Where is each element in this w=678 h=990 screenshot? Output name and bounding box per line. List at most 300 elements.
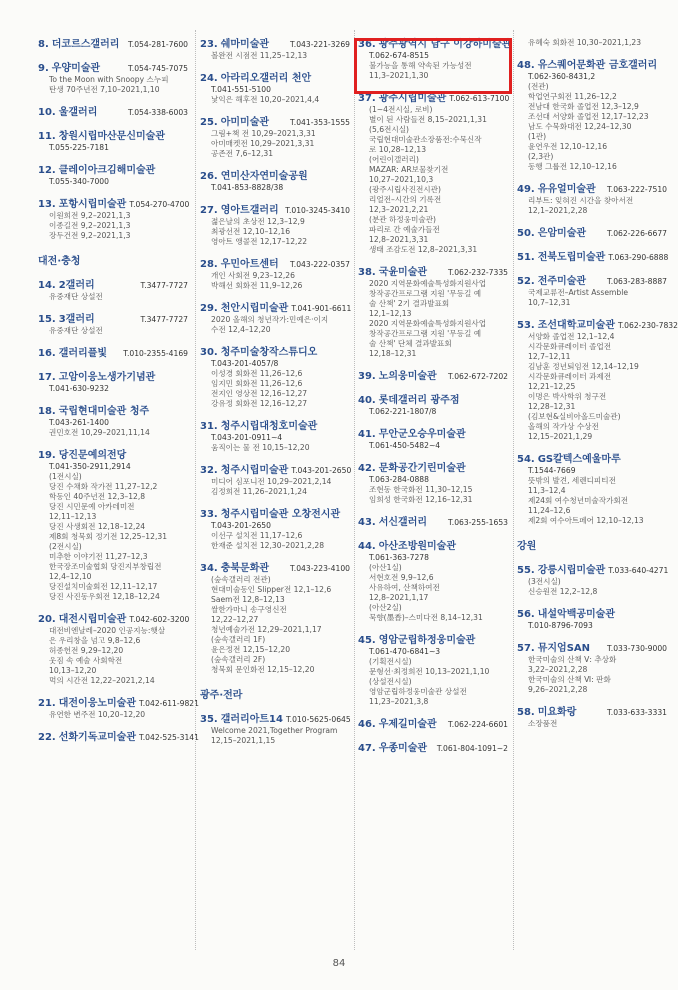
museum-name: 우민아트센터 [220,259,279,270]
exhibition-line: 리얼전–시간의 기록전 [369,195,442,204]
phone-number: T.063-284-0888 [369,475,429,484]
museum-name: 우양미술관 [51,63,101,74]
entry-number: 27. [200,205,218,216]
exhibition-line: 볼완전 시점전 11,25–12,13 [211,51,308,60]
exhibition-line: 12,1–2021,2,28 [528,206,588,215]
exhibition-line: 국제교류전–Artist Assemble [528,288,629,297]
phone-number: T.054-745-7075 [128,64,188,73]
phone-number: T.062-230-7832 [618,321,678,330]
museum-name: 연미산자연미술공원 [220,171,308,182]
exhibition-line: 12,4–12,10 [49,572,92,581]
column-4 [517,38,678,740]
entry-header [200,38,350,51]
exhibition-line: 12,3–2021,2,21 [369,205,429,214]
entry-number: 11. [38,131,56,142]
exhibition-line: 아미매켓전 10,29–2021,3,31 [211,139,315,148]
museum-name: 유유얼미술관 [537,184,596,195]
exhibition-line: 한국장조미술협회 당진지부창립전 [49,562,162,571]
phone-number: T.043-201-4057/8 [211,359,279,368]
museum-entry [38,198,188,241]
entry-number: 49. [517,184,535,195]
museum-entry [38,313,188,336]
museum-entry [38,371,188,394]
entry-number: 31. [200,421,218,432]
exhibition-line: 개인 사회전 9,23–12,26 [211,271,295,280]
entry-number: 39. [358,371,376,382]
entry-number: 14. [38,280,56,291]
exhibition-line: 윤은정전 12,15–12,20 [211,645,291,654]
entry-header [200,170,350,183]
exhibition-line: (상설전시실) [369,677,412,686]
museum-name: 광주시립미술관 [378,93,447,104]
phone-number: T.043-201-2650 [211,521,271,530]
phone-number: T.010-5625-0645 [285,715,351,724]
phone-number: T.062-613-7100 [449,94,510,103]
phone-number: T.010-8796-7093 [528,621,593,630]
museum-entry [38,38,188,51]
museum-name: 포항시립미술관 [58,199,127,210]
exhibition-line: 대전비엔날레–2020 인공지능:햇살 [49,626,166,635]
entry-number: 36. [358,39,376,50]
exhibition-line: 낯익은 해후전 10,20–2021,4,4 [211,95,320,104]
exhibition-line: 당진 수채화 작가전 11,27–12,2 [49,482,158,491]
exhibition-line: 당진 사생회전 12,18–12,24 [49,522,146,531]
entry-number: 48. [517,60,535,71]
museum-entry [38,697,199,720]
museum-name: 노의웅미술관 [378,371,437,382]
exhibition-line: 12,15–2021,1,15 [211,736,276,745]
exhibition-line: 미추한 이야기전 11,27–12,3 [49,552,148,561]
museum-entry [200,562,350,675]
entry-header [38,371,188,384]
exhibition-line: 윤연우전 12,10–12,16 [528,142,608,151]
entry-number: 28. [200,259,218,270]
entry-header [38,347,188,360]
exhibition-line: 신승원전 12,2–12,8 [528,587,598,596]
exhibition-line: 한국미술의 산책 Ⅵ: 판화 [528,675,611,684]
exhibition-line: 탄생 70주년전 7,10–2021,1,10 [49,85,160,94]
museum-entry [517,453,667,526]
entry-header [358,370,508,383]
museum-entry [358,428,508,451]
entry-header [38,106,188,119]
entry-number: 52. [517,276,535,287]
entry-number: 13. [38,199,56,210]
entry-header [517,251,667,264]
exhibition-line: 김정희전 11,26–2021,1,24 [211,487,307,496]
exhibition-line: 청년예술가전 12,29–2021,1,17 [211,625,322,634]
exhibition-line: 당진설치미술회전 12,11–12,17 [49,582,158,591]
entry-number: 15. [38,314,56,325]
exhibition-line: 별이 된 사람들전 8,15–2021,1,31 [369,115,487,124]
entry-header [38,279,188,292]
entry-header [38,313,188,326]
exhibition-line: (1관) [528,132,547,141]
column-1 [38,38,199,755]
entry-header [358,394,508,407]
exhibition-line: (숲속갤러리 전관) [211,575,271,584]
region-heading: 광주·전라 [200,690,243,701]
phone-number: T.041-350-2911,2914 [49,462,131,471]
museum-entry [517,183,667,216]
entry-number: 38. [358,267,376,278]
phone-number: T.043-222-0357 [290,260,350,269]
exhibition-line: 최광선전 12,10–12,16 [211,227,291,236]
entry-number: 17. [38,372,56,383]
museum-entry [517,275,667,308]
entry-header [38,405,188,418]
exhibition-line: 쌀한가마니 송구영신전 [211,605,287,614]
phone-number: T.043-201-2650 [291,466,352,475]
exhibition-line: 10,7–12,31 [528,298,571,307]
phone-number: T.061-450-5482~4 [369,441,441,450]
phone-number: T.041-630-9232 [49,384,109,393]
exhibition-line: 전지인 영상전 12,16–12,27 [211,389,308,398]
entry-number: 26. [200,171,218,182]
entry-header [358,540,508,553]
entry-header [200,116,350,129]
exhibition-line: 11,3–2021,1,30 [369,71,429,80]
entry-number: 19. [38,450,56,461]
museum-entry [38,347,188,360]
entry-header [38,38,188,51]
entry-header [38,697,199,710]
exhibition-line: 이선구 설치전 11,17–12,6 [211,531,303,540]
entry-number: 25. [200,117,218,128]
exhibition-line: 로 10,28–12,13 [369,145,427,154]
entry-number: 46. [358,719,376,730]
museum-name: 대전시립미술관 [58,614,127,625]
exhibition-line: 제24회 여수청년미술작가회전 [528,496,629,505]
entry-number: 12. [38,165,56,176]
phone-number: T.061-363-7278 [369,553,429,562]
exhibition-line: (숲속갤러리 2F) [211,655,266,664]
entry-header [200,258,350,271]
phone-number: T.041-551-5100 [211,85,271,94]
museum-entry [38,106,188,119]
museum-name: 당진문예의전당 [58,450,127,461]
entry-number: 34. [200,563,218,574]
entry-header [200,464,350,477]
exhibition-line: 한재준 설치전 12,30–2021,2,28 [211,541,325,550]
phone-number: T.033-730-9000 [607,644,667,653]
phone-number: T.042-611-9821 [139,699,199,708]
exhibition-line: 소장품전 [528,719,558,728]
exhibition-line: 12,7–12,11 [528,352,571,361]
phone-number: T.054-338-6003 [128,108,188,117]
exhibition-line: 올해의 작가상 수상전 [528,422,599,431]
entry-header [200,346,350,359]
region-heading: 강원 [517,541,537,552]
phone-number: T.062-221-1807/8 [369,407,437,416]
entry-number: 50. [517,228,535,239]
museum-name: 조선대학교미술관 [537,320,615,331]
exhibition-line: 현대미술동인 Slipper전 12,1–12,6 [211,585,332,594]
exhibition-line: 뜻밖의 발견, 세렌디피티전 [528,476,616,485]
phone-number: T.063-290-6888 [608,253,669,262]
entry-header [517,227,667,240]
museum-entry [200,420,350,453]
museum-name: 우종미술관 [378,743,428,754]
exhibition-line: 조선대 서양화 졸업전 12,17–12,23 [528,112,649,121]
exhibition-line: 불가능을 통해 약속된 가능성전 [369,61,472,70]
museum-name: 창원시립마산문신미술관 [58,131,165,142]
exhibition-line: 12,21–12,25 [528,382,576,391]
exhibition-line: 공존전 7,6–12,31 [211,149,274,158]
museum-name: 광주광역시 남구 이강하미술관 [378,39,512,50]
exhibition-line: 이원희전 9,2–2021,1,3 [49,211,131,220]
phone-number: T.063-283-8887 [607,277,667,286]
museum-name: 내설악백공미술관 [537,609,615,620]
museum-name: 청주시립대청호미술관 [220,421,318,432]
exhibition-line: (1~4전시실, 로비) [369,105,433,114]
exhibition-line: 12,11–12,13 [49,512,97,521]
entry-number: 21. [38,698,56,709]
entry-number: 37. [358,93,376,104]
museum-name: 강릉시립미술관 [537,565,606,576]
phone-number: T.041-353-1555 [290,118,350,127]
exhibition-line: 시각문화큐레이터 졸업전 [528,342,612,351]
museum-entry [517,319,678,442]
exhibition-line: 권민호전 10,29–2021,11,14 [49,428,150,437]
exhibition-line: 이종길전 9,2–2021,1,3 [49,221,131,230]
phone-number: T.010-2355-4169 [123,349,188,358]
entry-header [38,164,188,177]
phone-number: T.010-3245-3410 [285,206,350,215]
exhibition-line: 파리로 간 예술가들전 [369,225,440,234]
museum-name: GS칼텍스예울마루 [537,454,621,465]
exhibition-line: 2020 지역문화예술특성화지원사업 [369,279,487,288]
museum-name: 충북문화관 [220,563,270,574]
exhibition-line: (김보현&실비아올드미술관) [528,412,621,421]
exhibition-line: (2,3관) [528,152,554,161]
museum-name: 3갤러리 [58,314,95,325]
museum-name: 유스퀘어문화관 금호갤러리 [537,60,658,71]
exhibition-line: 2020 지역문화예술특성화지원사업 [369,319,487,328]
exhibition-line: 2020 올해의 청년작가:민예은·이지 [211,315,329,324]
exhibition-line: 허종헌전 9,29–12,20 [49,646,124,655]
phone-number: T.061-804-1091~2 [436,744,508,753]
entry-header [358,428,508,441]
exhibition-line: 당진 시민문예 아카데미전 [49,502,135,511]
exhibition-line: MAZAR: AR보물찾기전 [369,165,449,174]
museum-name: 은암미술관 [537,228,587,239]
exhibition-line: 청묵회 문인화전 12,15–12,20 [211,665,315,674]
museum-entry [517,706,667,729]
museum-name: 대전이응노미술관 [58,698,136,709]
phone-number: T.042-602-3200 [129,615,190,624]
entry-header [200,713,350,726]
entry-header [200,508,350,521]
exhibition-line: 11,3–12,4 [528,486,566,495]
exhibition-line: 이성경 회화전 11,26–12,6 [211,369,303,378]
entry-header [38,198,188,211]
museum-entry [38,449,188,602]
museum-entry [517,227,667,240]
museum-name: 문화공간기린미술관 [378,463,466,474]
exhibition-line: 은 우리창을 넘고 9,8–12,6 [49,636,141,645]
exhibition-line: 10,13–12,20 [49,666,97,675]
museum-entry [38,405,188,438]
entry-header [38,613,188,626]
museum-entry [358,540,508,623]
exhibition-line: 묵향(墨香)–스미다전 8,14–12,31 [369,613,483,622]
entry-number: 45. [358,635,376,646]
museum-entry [358,462,508,505]
phone-number: T.054-281-7600 [128,40,188,49]
entry-number: 8. [38,39,49,50]
exhibition-line: 10,27–2021,10,3 [369,175,434,184]
entry-header [200,72,350,85]
entry-number: 18. [38,406,56,417]
museum-entry [200,346,350,409]
museum-entry [358,370,508,383]
exhibition-line: 강유정 회화전 12,16–12,27 [211,399,308,408]
exhibition-line: (3전시실) [528,577,561,586]
museum-name: 갤러리플빛 [58,348,108,359]
phone-number: T.062-672-7202 [448,372,508,381]
museum-name: 영암군립하정웅미술관 [378,635,476,646]
exhibition-line: 11,23–2021,3,8 [369,697,429,706]
phone-number: T.062-224-6601 [448,720,508,729]
exhibition-line: 술 산책' 단체 결과발표회 [369,339,452,348]
exhibition-line: 3,22–2021,2,28 [528,665,588,674]
museum-name: 전북도립미술관 [537,252,606,263]
museum-entry [200,38,350,61]
exhibition-line: (5,6전시실) [369,125,410,134]
museum-entry [358,718,508,731]
museum-name: 갤러리아트14 [220,714,283,725]
exhibition-line: 제8회 청묵회 정기전 12,25–12,31 [49,532,168,541]
museum-entry [200,258,350,291]
exhibition-line: 9,26–2021,2,28 [528,685,588,694]
entry-header [358,634,508,647]
entry-number: 51. [517,252,535,263]
exhibition-line: (아산2실) [369,603,402,612]
entry-number: 10. [38,107,56,118]
entry-header [517,275,667,288]
phone-number: T.043-221-3269 [290,40,350,49]
museum-name: 아미미술관 [220,117,270,128]
region-heading: 대전·충청 [38,256,81,267]
entry-number: 42. [358,463,376,474]
column-divider [513,30,515,950]
entry-header [200,302,350,315]
exhibition-line: Saem전 12,8–12,13 [211,595,285,604]
exhibition-line: 생태 조감도전 12,8–2021,3,31 [369,245,478,254]
exhibition-line: 한국미술의 산책 Ⅴ: 추상화 [528,655,617,664]
museum-name: 선화기독교미술관 [58,732,136,743]
phone-number: T.043-223-4100 [290,564,350,573]
entry-number: 22. [38,732,56,743]
exhibition-line: 서현호전 9,9–12,6 [369,573,434,582]
exhibition-line: 사유하여, 산책하여전 [369,583,440,592]
exhibition-line: 박해선 회화전 11,9–12,26 [211,281,303,290]
phone-number: T.033-633-3331 [607,708,667,717]
museum-name: 서신갤러리 [378,517,428,528]
museum-entry [38,279,188,302]
entry-header [358,462,508,475]
exhibition-line: 유혜숙 회화전 10,30–2021,1,23 [528,38,642,47]
column-divider [195,30,197,950]
exhibition-line: 유중재단 상설전 [49,292,103,301]
museum-entry [38,613,188,686]
exhibition-line: 유중재단 상설전 [49,326,103,335]
museum-name: 쉐마미술관 [220,39,270,50]
museum-entry [38,62,188,95]
column-divider [354,30,356,950]
exhibition-line: 임지민 회화전 11,26–12,6 [211,379,303,388]
entry-number: 9. [38,63,49,74]
exhibition-line: 창작공간프로그램 지원 '무등길 예 [369,329,482,338]
museum-name: 클레이아크김해미술관 [58,165,156,176]
exhibition-line: 12,22–12,27 [211,615,259,624]
exhibition-line: 12,1–12,13 [369,309,412,318]
entry-number: 16. [38,348,56,359]
museum-entry [517,59,667,172]
exhibition-line: (어린이갤러리) [369,155,419,164]
exhibition-line: (분관 하정웅미술관) [369,215,437,224]
museum-name: 국립현대미술관 청주 [58,406,150,417]
exhibition-line: 창작공간프로그램 지원 '무등길 예 [369,289,482,298]
exhibition-line: (아산1실) [369,563,402,572]
entry-number: 53. [517,320,535,331]
entry-number: 55. [517,565,535,576]
phone-number: T.041-853-8828/38 [211,183,284,192]
museum-name: 아라리오갤러리 천안 [220,73,312,84]
museum-name: 울갤러리 [58,107,98,118]
column-2 [200,38,350,757]
museum-name: 청주시립미술관 [220,465,289,476]
exhibition-line: 이명은 박사학위 청구전 [528,392,607,401]
phone-number: T.1544-7669 [528,466,576,475]
phone-number: T.042-525-3141 [139,733,199,742]
entry-number: 56. [517,609,535,620]
phone-number: T.062-674-8515 [369,51,429,60]
entry-header [200,562,350,575]
exhibition-line: 학업연구회전 11,26–12,2 [528,92,617,101]
entry-header [358,266,508,279]
exhibition-line: 11,24–12,6 [528,506,571,515]
museum-name: 아산조방원미술관 [378,541,456,552]
museum-entry [358,266,508,359]
museum-entry [38,731,199,744]
entry-header [517,608,667,621]
entry-number: 24. [200,73,218,84]
exhibition-line: Welcome 2021,Together Program [211,726,338,735]
entry-number: 29. [200,303,218,314]
museum-name: 더코르스갤러리 [51,39,120,50]
museum-entry [358,516,508,529]
entry-number: 30. [200,347,218,358]
exhibition-line: 12,15–2021,1,29 [528,432,593,441]
exhibition-line: (2전시실) [49,542,82,551]
entry-header [517,59,667,72]
museum-entry [517,642,667,695]
entry-number: 40. [358,395,376,406]
exhibition-line: 제2회 여수아트페어 12,10–12,13 [528,516,644,525]
museum-name: 청주미술창작스튜디오 [220,347,318,358]
entry-header [517,319,678,332]
museum-name: 2갤러리 [58,280,95,291]
exhibition-line: (기획전시실) [369,657,412,666]
exhibition-line: 술 산책' 2기 결과발표회 [369,299,450,308]
entry-header [517,183,667,196]
exhibition-line: 리부트: 잊혀진 시간을 찾아서전 [528,196,634,205]
museum-entry [358,92,508,255]
phone-number: T.055-340-7000 [49,177,109,186]
exhibition-line: 12,18–12,31 [369,349,417,358]
